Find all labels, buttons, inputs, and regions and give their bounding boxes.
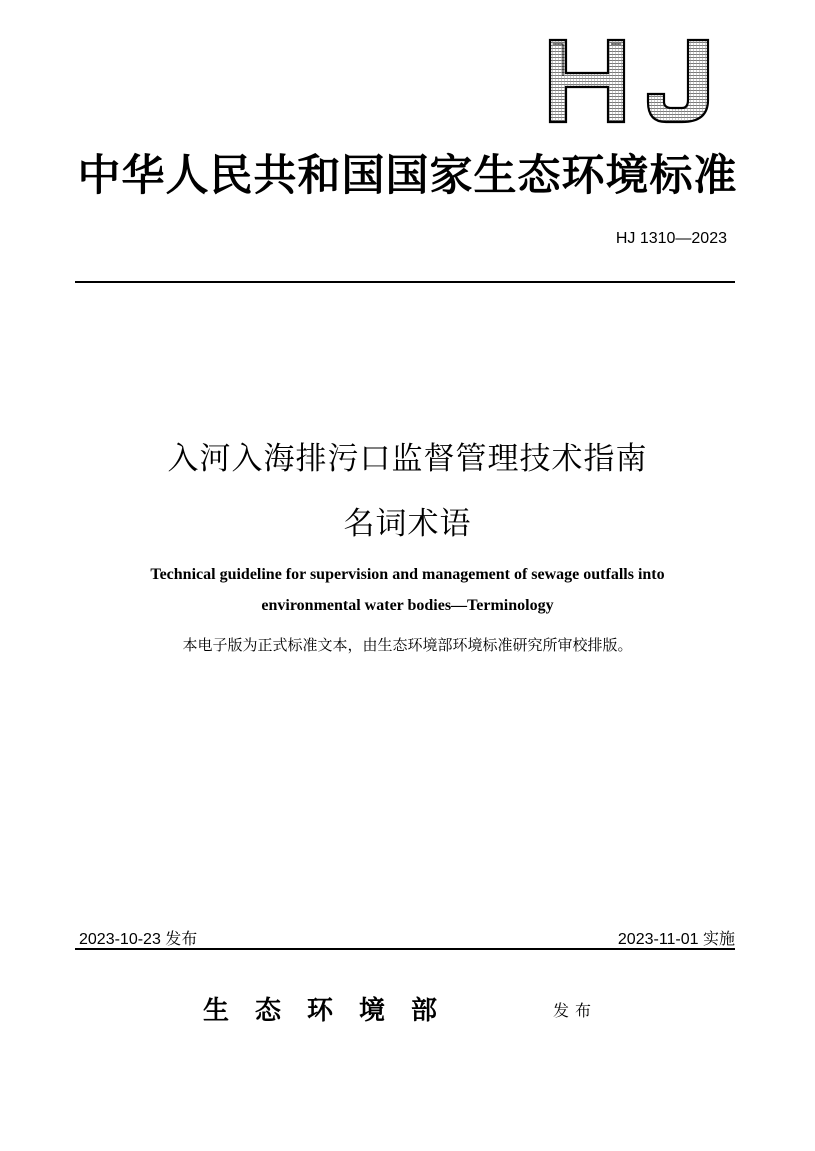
standard-number: HJ 1310—2023	[615, 230, 727, 247]
issue-date: 2023-10-23 发布	[79, 931, 198, 948]
hj-standard-logo	[548, 38, 716, 124]
divider	[75, 281, 735, 283]
document-title-en-line1: Technical guideline for supervision and management of sewage outfalls into	[150, 566, 665, 583]
issuer-name: 生态环境部	[203, 996, 464, 1026]
effective-date: 2023-11-01 实施	[617, 931, 735, 948]
edition-note: 本电子版为正式标准文本，由生态环境部环境标准研究所审校排版。	[182, 636, 633, 654]
issuer-suffix: 发布	[553, 1001, 598, 1020]
divider	[75, 948, 735, 950]
document-title-cn-line2: 名词术语	[343, 506, 472, 542]
national-standard-title: 中华人民共和国国家生态环境标准	[77, 151, 738, 201]
document-title-en-line2: environmental water bodies—Terminology	[261, 597, 554, 614]
document-title-cn-line1: 入河入海排污口监督管理技术指南	[167, 441, 648, 477]
